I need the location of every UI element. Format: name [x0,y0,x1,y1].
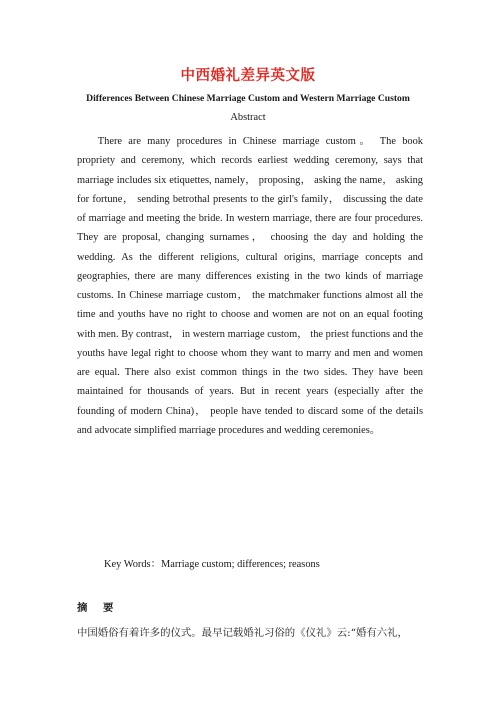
abstract-heading: Abstract [230,112,266,123]
document-subtitle: Differences Between Chinese Marriage Custom and Western Marriage Custom [86,93,410,104]
chinese-abstract-first-line: 中国婚俗有着许多的仪式。最早记载婚礼习俗的《仪礼》云:“婚有六礼， [77,627,408,639]
keywords-line: Key Words：Marriage custom; differences; reasons [104,559,320,570]
document-title: 中西婚礼差异英文版 [180,68,316,84]
abstract-paragraph: There are many procedures in Chinese marriage custom。 The book propriety and ceremony, which records earliest wedding ceremony, says that marriage includes six etiquettes, namely， proposing， asking the name， asking for fortune， sending betrothal presents to the girl's family， discussing the date of marriage and meeting the bride. In western marriage, there are four procedures. They are proposal, changing surnames， choosing the day and holding the wedding. As the different religions, cultural origins, marriage concepts and geographies, there are many differences existing in the two kinds of marriage customs. In Chinese marriage custom， the matchmaker functions almost all the time and youths have no right to choose and women are not on an equal footing with men. By contrast， in western marriage custom， the priest functions and the youths have legal right to choose whom they want to marry and men and women are equal. There also exist common things in the two sides. They have been maintained for thousands of years. But in recent years (especially after the founding of modern China)， people have tended to discard some of the details and advocate simplified marriage procedures and wedding ceremonies。 [77,136,423,436]
chinese-abstract-heading: 摘 要 [77,602,120,614]
